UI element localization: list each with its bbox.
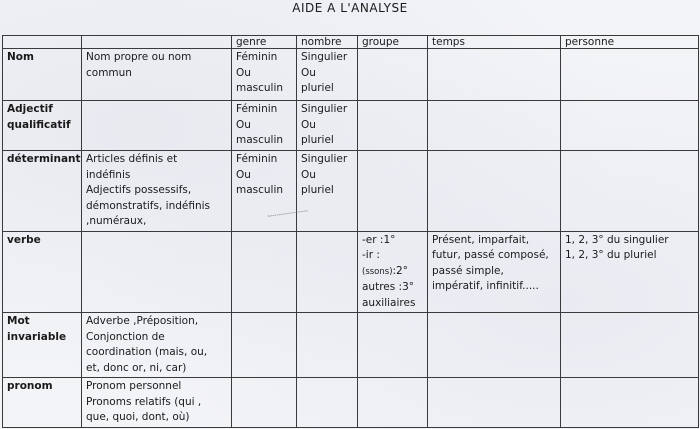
table-row (3, 378, 699, 428)
cell-desc (82, 101, 232, 151)
cell-line: pluriel (301, 82, 334, 94)
cell-line: impératif, infinitif..... (432, 280, 539, 292)
cell-temps (428, 101, 561, 151)
cell-desc (82, 151, 232, 232)
cell-line: coordination (mais, ou, (86, 346, 208, 358)
header-personne: personne (561, 36, 699, 49)
cell-temps (428, 378, 561, 428)
cell-line: Singulier (301, 153, 348, 165)
cell-nombre (297, 49, 358, 101)
table-row (3, 49, 699, 101)
cell-line: auxiliaires (362, 296, 416, 309)
cell-line: futur, passé composé, (432, 249, 549, 261)
cell-genre (232, 313, 297, 378)
row-label: Adjectif qualificatif (3, 101, 82, 151)
cell-line: Articles définis et (86, 153, 178, 165)
cell-line: Féminin (236, 103, 278, 115)
cell-line: Ou (301, 66, 316, 79)
cell-line: masculin (236, 184, 284, 196)
table-row (3, 151, 699, 232)
table-row (3, 313, 699, 378)
cell-line: indéfinis (86, 168, 131, 181)
cell-genre (232, 231, 297, 313)
header-nombre: nombre (297, 36, 358, 49)
cell-line: Ou (236, 168, 251, 181)
cell-desc (82, 231, 232, 313)
cell-line: -ir : (362, 249, 380, 261)
row-label: Nom (3, 49, 82, 101)
cell-line: Conjonction de (86, 330, 165, 343)
cell-line: masculin (236, 82, 284, 94)
cell-line: pluriel (301, 134, 334, 146)
cell-line: Pronoms relatifs (qui , (86, 395, 202, 408)
table-row (3, 231, 699, 313)
cell-line: Singulier (301, 51, 348, 63)
cell-personne (561, 151, 699, 232)
header-temps: temps (428, 36, 561, 49)
cell-nombre (297, 151, 358, 232)
header-row (3, 36, 699, 49)
cell-line: et, donc or, ni, car) (86, 361, 187, 374)
cell-personne (561, 49, 699, 101)
cell-line: Ou (301, 168, 316, 181)
cell-line: passé simple, (432, 264, 504, 277)
header-cell (3, 36, 82, 49)
cell-desc (82, 49, 232, 101)
cell-groupe (358, 378, 428, 428)
cell-line: pluriel (301, 184, 334, 196)
cell-line: 1, 2, 3° du pluriel (565, 249, 657, 261)
cell-temps (428, 151, 561, 232)
cell-line: Adverbe ,Préposition, (86, 315, 199, 327)
cell-line: Singulier (301, 103, 348, 115)
cell-line: masculin (236, 134, 284, 146)
cell-line: autres :3° (362, 281, 415, 293)
header-groupe: groupe (358, 36, 428, 49)
cell-line: (ssons):2° (362, 264, 408, 277)
row-label: déterminant (3, 151, 82, 232)
cell-personne (561, 101, 699, 151)
row-label: pronom (3, 378, 82, 428)
cell-groupe (358, 313, 428, 378)
cell-genre (232, 378, 297, 428)
cell-groupe (358, 49, 428, 101)
cell-line: Féminin (236, 51, 278, 63)
cell-line: Nom propre ou nom (86, 51, 192, 63)
cell-nombre (297, 231, 358, 313)
cell-line: Présent, imparfait, (432, 233, 530, 246)
cell-line: ,numéraux, (86, 215, 147, 227)
cell-desc (82, 313, 232, 378)
cell-groupe (358, 151, 428, 232)
table-row (3, 101, 699, 151)
cell-line: commun (86, 66, 132, 79)
cell-line: 1, 2, 3° du singulier (565, 233, 669, 246)
cell-personne (561, 313, 699, 378)
cell-line: Ou (236, 118, 251, 131)
cell-line: que, quoi, dont, où) (86, 411, 190, 423)
cell-genre (232, 49, 297, 101)
cell-personne (561, 231, 699, 313)
cell-temps (428, 313, 561, 378)
cell-nombre (297, 101, 358, 151)
cell-line: Pronom personnel (86, 380, 182, 392)
cell-groupe (358, 231, 428, 313)
cell-line: démonstratifs, indéfinis (86, 199, 211, 212)
cell-line: Féminin (236, 153, 278, 165)
cell-temps (428, 231, 561, 313)
cell-genre (232, 101, 297, 151)
cell-groupe (358, 101, 428, 151)
cell-line: Ou (301, 118, 316, 131)
cell-line: Ou (236, 66, 251, 79)
cell-personne (561, 378, 699, 428)
row-label: Mot invariable (3, 313, 82, 378)
cell-nombre (297, 378, 358, 428)
analysis-table (2, 35, 699, 428)
header-genre: genre (232, 36, 297, 49)
cell-nombre (297, 313, 358, 378)
cell-line: -er :1° (362, 233, 396, 246)
row-label: verbe (3, 231, 82, 313)
cell-temps (428, 49, 561, 101)
cell-line: Adjectifs possessifs, (86, 184, 192, 196)
page-title: AIDE A L'ANALYSE (292, 1, 408, 15)
cell-desc (82, 378, 232, 428)
header-cell (82, 36, 232, 49)
